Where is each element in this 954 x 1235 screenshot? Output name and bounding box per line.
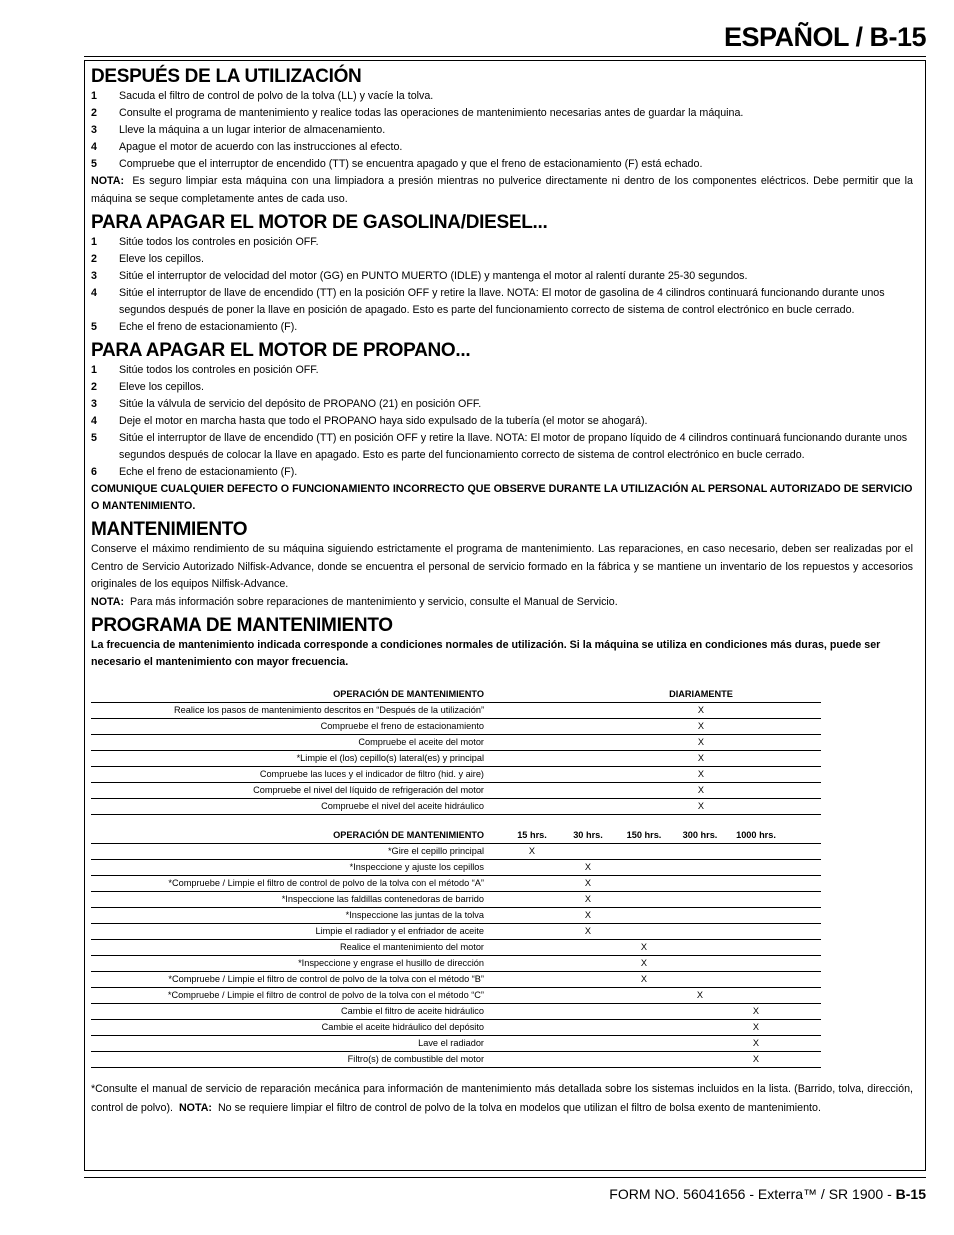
page-title: ESPAÑOL / B-15 (723, 22, 926, 52)
mark-cell (560, 1020, 616, 1035)
step-number: 1 (91, 90, 97, 102)
section-title: PROGRAMA DE MANTENIMIENTO (91, 615, 393, 636)
operation-cell: Compruebe el aceite del motor (358, 737, 484, 747)
table-row (91, 892, 821, 908)
note (91, 594, 913, 612)
mark-cell (616, 876, 672, 891)
mark-cell: X (697, 785, 705, 795)
step-text: Sitúe todos los controles en posición OFF. (119, 364, 319, 376)
operation-cell: *Gire el cepillo principal (387, 846, 484, 856)
list-item (91, 379, 913, 396)
step-text: Deje el motor en marcha hasta que todo el PROPANO haya sido expulsado de la tubería (el motor se ahogará). (119, 415, 648, 427)
operation-cell: Lave el radiador (418, 1038, 484, 1048)
footer-divider (84, 1177, 926, 1178)
mark-cell (616, 860, 672, 875)
step-number: 2 (91, 107, 97, 119)
step-number: 5 (91, 432, 97, 444)
section-propane (91, 340, 913, 515)
note-label: NOTA: (91, 175, 125, 187)
list-item (91, 268, 913, 285)
operation-cell: *Limpie el (los) cepillo(s) lateral(es) y principal (296, 753, 484, 763)
mark-cell: X (752, 1038, 760, 1048)
step-number: 5 (91, 321, 97, 333)
mark-cell (616, 908, 672, 923)
mark-cell: X (640, 958, 648, 968)
list-item (91, 319, 913, 336)
step-number: 4 (91, 287, 97, 299)
table-row (91, 703, 821, 719)
table-row (91, 767, 821, 783)
mark-cell (560, 1052, 616, 1067)
operation-cell: *Inspeccione las faldillas contenedoras de barrido (281, 894, 484, 904)
mark-cell: X (696, 990, 704, 1000)
step-number: 4 (91, 415, 97, 427)
operation-cell: Compruebe el freno de estacionamiento (320, 721, 484, 731)
mark-cell: X (584, 910, 592, 920)
step-number: 6 (91, 466, 97, 478)
operation-cell: *Inspeccione las juntas de la tolva (345, 910, 484, 920)
mark-cell (504, 940, 560, 955)
step-number: 3 (91, 270, 97, 282)
mark-cell (560, 972, 616, 987)
mark-cell (616, 1052, 672, 1067)
operation-cell: Compruebe el nivel del líquido de refrigeración del motor (253, 785, 484, 795)
mark-cell (560, 1004, 616, 1019)
mark-cell: X (528, 846, 536, 856)
steps-list (91, 234, 913, 336)
table-row (91, 799, 821, 815)
header-divider (84, 56, 926, 57)
operation-cell: *Compruebe / Limpie el filtro de control de polvo de la tolva con el método “A” (168, 878, 484, 888)
step-text: Sitúe todos los controles en posición OFF. (119, 236, 319, 248)
column-header: 1000 hrs. (736, 830, 776, 840)
mark-cell (560, 940, 616, 955)
step-text: Sitúe el interruptor de llave de encendido (TT) en la posición OFF y retire la llave. NOTA: El motor de gasolina de 4 cilindros continuará funcionando durante unos segundos después de poner la llave en posición de apagado. Esto es parte del funcionamiento correcto de sistema de control electrónico en bucle cerrado. (119, 287, 885, 316)
footnote-text: *Consulte el manual de servicio de reparación mecánica para información de mantenimiento más detallada sobre los sistemas incluidos en la lista. (Barrido, tolva, dirección, control de polvo). (91, 1083, 913, 1114)
mark-cell: X (584, 894, 592, 904)
mark-cell (560, 844, 616, 859)
step-text: Sitúe el interruptor de velocidad del motor (GG) en PUNTO MUERTO (IDLE) y mantenga el motor al ralentí durante 25-30 segundos. (119, 270, 748, 282)
mark-cell (728, 940, 784, 955)
step-text: Sitúe el interruptor de llave de encendido (TT) en posición OFF y retire la llave. NOTA: El motor de propano líquido de 4 cilindros continuará funcionando durante unos segundos después de colocar la llave en apagado. Esto es parte del funcionamiento correcto de sistema de control electrónico en bucle cerrado. (119, 432, 908, 461)
list-item (91, 88, 913, 105)
step-text: Eche el freno de estacionamiento (F). (119, 321, 298, 333)
mark-cell (672, 956, 728, 971)
step-number: 3 (91, 124, 97, 136)
mark-cell (504, 972, 560, 987)
mark-cell (616, 1036, 672, 1051)
operation-cell: Compruebe las luces y el indicador de filtro (hid. y aire) (259, 769, 484, 779)
operation-cell: Cambie el aceite hidráulico del depósito (321, 1022, 484, 1032)
column-header: OPERACIÓN DE MANTENIMIENTO (333, 830, 484, 840)
table-header (91, 687, 821, 703)
mark-cell (672, 892, 728, 907)
table-header (91, 828, 821, 844)
mark-cell (672, 1004, 728, 1019)
mark-cell (560, 988, 616, 1003)
mark-cell: X (640, 942, 648, 952)
mark-cell (672, 876, 728, 891)
page-number: B-15 (895, 1186, 926, 1202)
note-text: Es seguro limpiar esta máquina con una limpiadora a presión mientras no pulverice directamente ni dentro de los componentes eléctricos. Debe permitir que la máquina se seque completamente antes de cada uso. (91, 175, 913, 205)
table-row (91, 735, 821, 751)
main-content (91, 66, 913, 1129)
table-row (91, 783, 821, 799)
step-number: 3 (91, 398, 97, 410)
table-row (91, 719, 821, 735)
table-row (91, 844, 821, 860)
step-text: Sitúe la válvula de servicio del depósito de PROPANO (21) en posición OFF. (119, 398, 482, 410)
page-footer (609, 1186, 926, 1202)
step-number: 1 (91, 364, 97, 376)
mark-cell (504, 892, 560, 907)
mark-cell: X (697, 737, 705, 747)
mark-cell (728, 876, 784, 891)
mark-cell (560, 1036, 616, 1051)
section-title: MANTENIMIENTO (91, 519, 248, 540)
column-header: 30 hrs. (573, 830, 603, 840)
table-row (91, 860, 821, 876)
mark-cell: X (752, 1022, 760, 1032)
mark-cell (672, 972, 728, 987)
table-row (91, 1052, 821, 1068)
step-number: 2 (91, 253, 97, 265)
column-header: 300 hrs. (682, 830, 718, 840)
mark-cell (616, 892, 672, 907)
mark-cell (672, 1036, 728, 1051)
mark-cell (504, 1020, 560, 1035)
step-number: 5 (91, 158, 97, 170)
list-item (91, 156, 913, 173)
mark-cell: X (697, 753, 705, 763)
table-row (91, 876, 821, 892)
hourly-maintenance-table (91, 828, 913, 1068)
mark-cell (728, 892, 784, 907)
table-row (91, 1020, 821, 1036)
mark-cell (672, 924, 728, 939)
operation-cell: Cambie el filtro de aceite hidráulico (341, 1006, 484, 1016)
operation-cell: *Inspeccione y engrase el husillo de dirección (298, 958, 484, 968)
operation-cell: Limpie el radiador y el enfriador de aceite (315, 926, 484, 936)
schedule-intro: La frecuencia de mantenimiento indicada corresponde a condiciones normales de utilización. Si la máquina se utiliza en condiciones más duras, puede ser necesario el mantenimiento con mayor frecuencia. (91, 639, 881, 668)
section-title: PARA APAGAR EL MOTOR DE PROPANO... (91, 340, 471, 361)
mark-cell (504, 1004, 560, 1019)
table-row (91, 908, 821, 924)
step-text: Eleve los cepillos. (119, 253, 204, 265)
mark-cell (672, 908, 728, 923)
mark-cell: X (584, 862, 592, 872)
list-item (91, 139, 913, 156)
column-header: 150 hrs. (626, 830, 662, 840)
list-item (91, 285, 913, 319)
mark-cell (672, 860, 728, 875)
section-title: DESPUÉS DE LA UTILIZACIÓN (91, 66, 362, 87)
section-gas-diesel (91, 212, 913, 336)
table-row (91, 988, 821, 1004)
mark-cell: X (697, 721, 705, 731)
operation-cell: Compruebe el nivel del aceite hidráulico (321, 801, 484, 811)
warning-text: COMUNIQUE CUALQUIER DEFECTO O FUNCIONAMIENTO INCORRECTO QUE OBSERVE DURANTE LA UTILIZACIÓN AL PERSONAL AUTORIZADO DE SERVICIO O MANTENIMIENTO. (91, 483, 913, 512)
table-row (91, 956, 821, 972)
mark-cell (672, 940, 728, 955)
list-item (91, 430, 913, 464)
mark-cell (560, 956, 616, 971)
mark-cell: X (697, 705, 705, 715)
list-item (91, 122, 913, 139)
list-item (91, 251, 913, 268)
operation-cell: Realice los pasos de mantenimiento descritos en “Después de la utilización” (174, 705, 484, 715)
mark-cell: X (697, 801, 705, 811)
operation-cell: *Compruebe / Limpie el filtro de control de polvo de la tolva con el método “C” (167, 990, 484, 1000)
footer-text: FORM NO. 56041656 - Exterra™ / SR 1900 - (609, 1186, 896, 1202)
list-item (91, 413, 913, 430)
section-schedule (91, 615, 913, 1118)
list-item (91, 234, 913, 251)
mark-cell (728, 972, 784, 987)
mark-cell (616, 1020, 672, 1035)
mark-cell (728, 956, 784, 971)
note-text: No se requiere limpiar el filtro de control de polvo de la tolva en modelos que utilizan el filtro de bolsa exento de mantenimiento. (217, 1102, 821, 1114)
operation-cell: *Inspeccione y ajuste los cepillos (349, 862, 484, 872)
mark-cell (728, 908, 784, 923)
maintenance-text: Conserve el máximo rendimiento de su máquina siguiendo estrictamente el programa de mantenimiento. Las reparaciones, en caso necesario, deben ser realizadas por el Centro de Servicio Autorizado Nilfisk-Advance, donde se encuentra el personal de servicio formado en la fábrica y se mantiene un inventario de los repuestos y accesorios originales de los equipos Nilfisk-Advance. (91, 543, 913, 590)
mark-cell (672, 1020, 728, 1035)
table-row (91, 940, 821, 956)
step-text: Compruebe que el interruptor de encendido (TT) se encuentra apagado y que el freno de estacionamiento (F) está echado. (119, 158, 703, 170)
mark-cell: X (697, 769, 705, 779)
table-row (91, 1004, 821, 1020)
operation-cell: *Compruebe / Limpie el filtro de control de polvo de la tolva con el método “B” (168, 974, 484, 984)
mark-cell (616, 988, 672, 1003)
mark-cell (616, 844, 672, 859)
mark-cell (504, 860, 560, 875)
note (91, 173, 913, 208)
table-row (91, 972, 821, 988)
column-header: OPERACIÓN DE MANTENIMIENTO (333, 689, 484, 699)
step-number: 2 (91, 381, 97, 393)
operation-cell: Filtro(s) de combustible del motor (347, 1054, 484, 1064)
step-number: 1 (91, 236, 97, 248)
mark-cell: X (584, 926, 592, 936)
mark-cell (672, 844, 728, 859)
mark-cell: X (752, 1006, 760, 1016)
list-item (91, 396, 913, 413)
step-number: 4 (91, 141, 97, 153)
table-row (91, 1036, 821, 1052)
mark-cell (616, 924, 672, 939)
daily-maintenance-table (91, 687, 913, 815)
mark-cell: X (752, 1054, 760, 1064)
footnote (91, 1080, 913, 1118)
section-maintenance (91, 519, 913, 611)
step-text: Sacuda el filtro de control de polvo de la tolva (LL) y vacíe la tolva. (119, 90, 434, 102)
list-item (91, 105, 913, 122)
section-title: PARA APAGAR EL MOTOR DE GASOLINA/DIESEL... (91, 212, 548, 233)
mark-cell (504, 924, 560, 939)
steps-list (91, 88, 913, 173)
mark-cell (728, 924, 784, 939)
step-text: Eleve los cepillos. (119, 381, 204, 393)
column-header: DIARIAMENTE (669, 689, 733, 699)
mark-cell: X (640, 974, 648, 984)
column-header: 15 hrs. (517, 830, 547, 840)
note-text: Para más información sobre reparaciones de mantenimiento y servicio, consulte el Manual de Servicio. (130, 595, 618, 608)
mark-cell (504, 988, 560, 1003)
mark-cell: X (584, 878, 592, 888)
step-text: Apague el motor de acuerdo con las instrucciones al efecto. (119, 141, 403, 153)
mark-cell (728, 844, 784, 859)
mark-cell (728, 860, 784, 875)
step-text: Consulte el programa de mantenimiento y realice todas las operaciones de mantenimiento necesarias antes de guardar la máquina. (119, 107, 744, 119)
operation-cell: Realice el mantenimiento del motor (339, 942, 484, 952)
table-row (91, 751, 821, 767)
note-label: NOTA: (91, 595, 125, 608)
table-row (91, 924, 821, 940)
mark-cell (672, 1052, 728, 1067)
mark-cell (504, 1052, 560, 1067)
list-item (91, 464, 913, 481)
mark-cell (504, 956, 560, 971)
mark-cell (728, 988, 784, 1003)
step-text: Eche el freno de estacionamiento (F). (119, 466, 298, 478)
mark-cell (504, 876, 560, 891)
list-item (91, 362, 913, 379)
mark-cell (504, 1036, 560, 1051)
note-label: NOTA: (178, 1102, 212, 1114)
step-text: Lleve la máquina a un lugar interior de almacenamiento. (119, 124, 386, 136)
mark-cell (504, 908, 560, 923)
steps-list (91, 362, 913, 481)
section-after-use (91, 66, 913, 208)
mark-cell (616, 1004, 672, 1019)
